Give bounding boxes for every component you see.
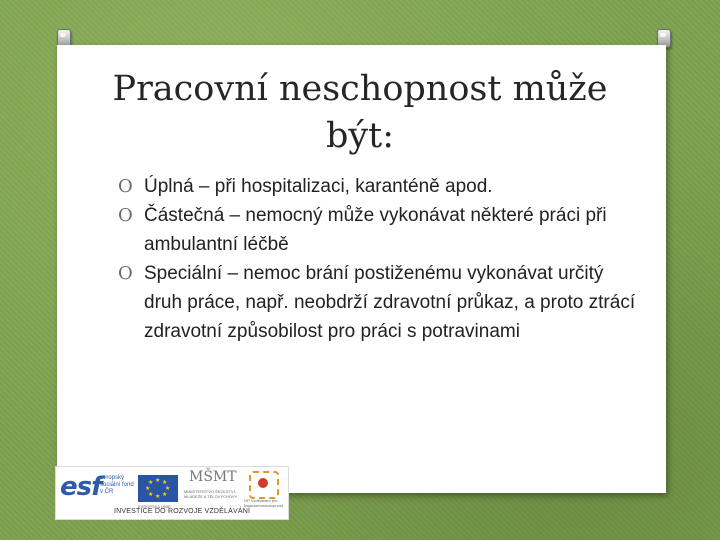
investment-tagline: INVESTICE DO ROZVOJE VZDĚLÁVÁNÍ xyxy=(114,508,251,515)
title-line-1: Pracovní neschopnost může xyxy=(112,69,608,109)
bullet-list xyxy=(118,172,638,346)
funding-logo-bar xyxy=(55,466,289,520)
bullet-marker-icon: O xyxy=(118,205,133,226)
bullet-marker-icon: O xyxy=(118,176,133,197)
msmt-logo: MŠMT xyxy=(189,469,237,485)
msmt-caption: MINISTERSTVO ŠKOLSTVÍ, MLÁDEŽE A TĚLOVÝCHOVY xyxy=(184,489,238,499)
esf-logo: esf xyxy=(60,472,102,502)
bullet-text: Částečná – nemocný může vykonávat některé práci při ambulantní léčbě xyxy=(144,205,607,255)
bullet-item xyxy=(118,259,638,346)
bullet-marker-icon: O xyxy=(118,263,133,284)
op-vk-caption: OP Vzdělávání pro konkurenceschopnost xyxy=(244,498,283,508)
bullet-text: Speciální – nemoc brání postiženému vykonávat určitý druh práce, např. neobdrží zdravotní průkaz, a proto ztrácí zdravotní způsobilost pro práci s potravinami xyxy=(144,263,636,342)
eu-flag-icon: ★ ★ ★ ★ ★ ★ ★ ★ xyxy=(138,475,178,502)
title-line-2: být: xyxy=(325,116,395,156)
eu-caption: EVROPSKÁ UNIE xyxy=(138,504,171,509)
bullet-item xyxy=(118,201,638,259)
esf-caption: evropský sociální fond v ČR xyxy=(100,475,134,495)
bullet-item xyxy=(118,172,638,201)
slide-title xyxy=(0,66,720,160)
bullet-text: Úplná – při hospitalizaci, karanténě apod. xyxy=(144,176,493,197)
op-vk-logo-icon xyxy=(249,471,279,499)
